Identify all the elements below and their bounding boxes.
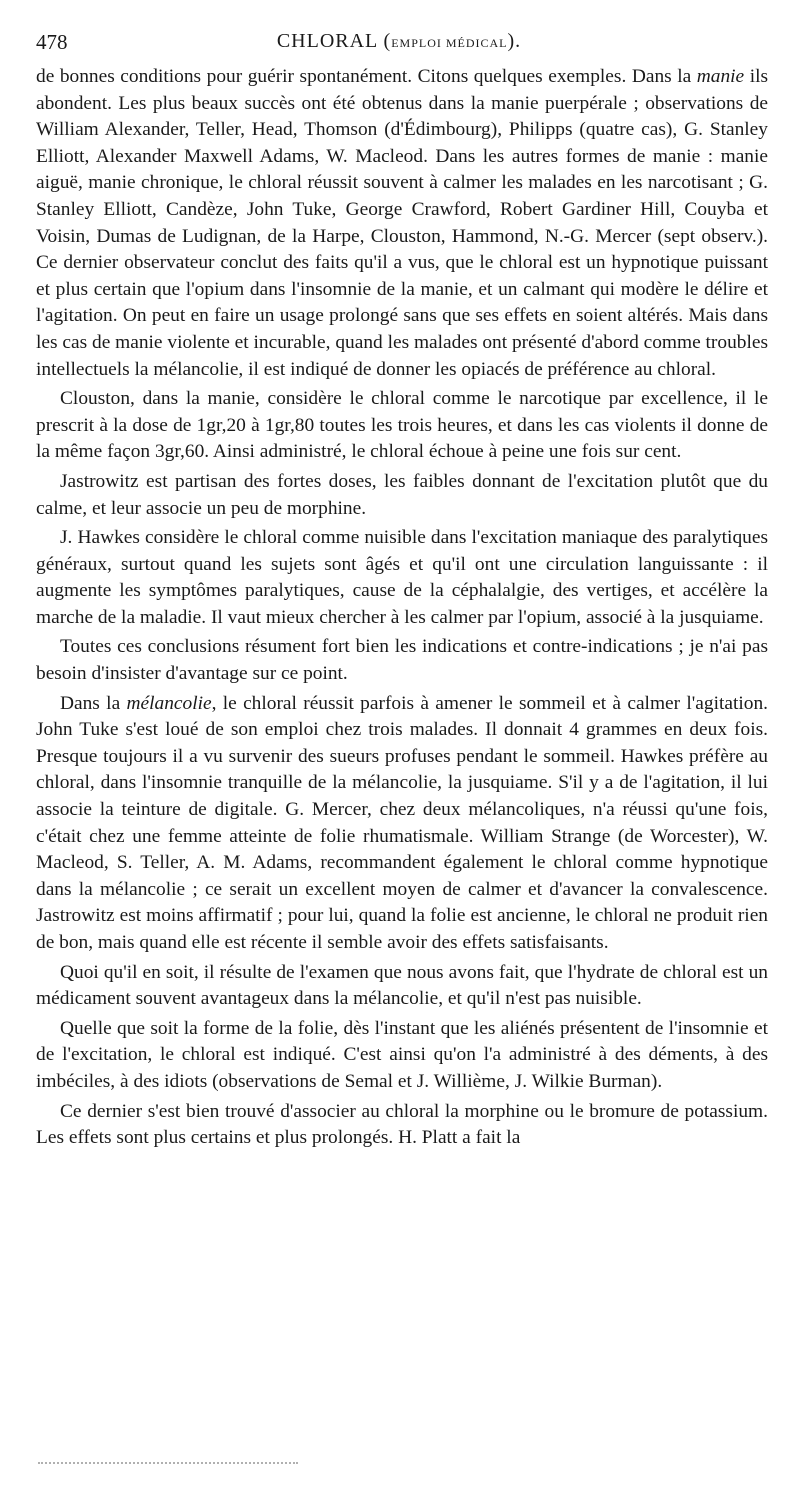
running-title-paren-close: ). [507, 30, 522, 52]
running-title-main: CHLORAL [276, 30, 378, 52]
text-run: Ce dernier s'est bien trouvé d'associer au chloral la morphine ou le bromure de potassium. Les effets sont plus certains et plus prolongés. H. Platt a fait la [36, 1100, 768, 1149]
text-run: Quoi qu'il en soit, il résulte de l'examen que nous avons fait, que l'hydrate de chloral est un médicament souvent avantageux dans la mélancolie, et qu'il n'est pas nuisible. [36, 961, 768, 1010]
text-run: Toutes ces conclusions résument fort bien les indications et contre-indications ; je n'ai pas besoin d'insister d'avantage sur ce point. [36, 636, 768, 685]
text-run: J. Hawkes considère le chloral comme nuisible dans l'excitation maniaque des paralytiques généraux, surtout quand les sujets sont âgés et qu'il ont une circulation languissante : il augmente les symptômes paralytiques, cause de la céphalalgie, des vertiges, et accélère la marche de la maladie. Il vaut mieux chercher à les calmer par l'opium, associé à la jusquiame. [36, 527, 768, 628]
paragraph [36, 960, 768, 1013]
italic-term: manie [696, 66, 745, 87]
paragraph [36, 634, 768, 687]
running-head [36, 30, 762, 60]
paragraph [36, 691, 768, 957]
paragraph [36, 64, 768, 383]
text-run: Clouston, dans la manie, considère le chloral comme le narcotique par excellence, il le prescrit à la dose de 1gr,20 à 1gr,80 toutes les trois heures, et dans les cas violents il donne de la même façon 3gr,60. Ainsi administré, le chloral échoue à peine une fois sur cent. [36, 388, 768, 463]
page-number: 478 [36, 30, 68, 54]
running-title-paren-open: ( [377, 30, 392, 52]
text-run: Dans la [60, 692, 127, 714]
paragraph [36, 469, 768, 522]
body-text [36, 64, 768, 1152]
running-title [36, 30, 762, 53]
footer-dotted-rule [38, 1462, 298, 1464]
paragraph [36, 386, 768, 466]
text-run: ils abondent. Les plus beaux succès ont été obtenus dans la manie puerpérale ; observations de William Alexander, Teller, Head, Thomson (d'Édimbourg), Philipps (quatre cas), G. Stanley Elliott, Alexander Maxwell Adams, W. Macleod. Dans les autres formes de manie : manie aiguë, manie chronique, le chloral réussit souvent à calmer les malades en les narcotisant ; G. Stanley Elliott, Candèze, John Tuke, George Crawford, Robert Gardiner Hill, Couyba et Voisin, Dumas de Ludignan, de la Harpe, Clouston, Hammond, N.-G. Mercer (sept observ.). Ce dernier observateur conclut des faits qu'il a vus, que le chloral est un hypnotique puissant et plus certain que l'opium dans l'insomnie de la manie, et un calmant qui modère le délire et l'agitation. On peut en faire un usage prolongé sans que ses effets en soient altérés. Mais dans les cas de manie violente et incurable, quand les malades ont présenté d'abord comme troubles intellectuels la mélancolie, il est indiqué de donner les opiacés de préférence au chloral. [36, 66, 769, 380]
text-run: de bonnes conditions pour guérir spontanément. Citons quelques exemples. Dans la [36, 66, 697, 87]
paragraph [36, 1016, 768, 1096]
paragraph [36, 1099, 768, 1152]
italic-term: mélancolie [126, 692, 212, 714]
paragraph [36, 525, 768, 631]
text-run: , le chloral réussit parfois à amener le sommeil et à calmer l'agitation. John Tuke s'est loué de son emploi chez trois malades. Il donnait 4 grammes en deux fois. Presque toujours il a vu survenir des sueurs profuses pendant le sommeil. Hawkes préfère au chloral, dans l'insomnie tranquille de la mélancolie, la jusquiame. S'il y a de l'agitation, il lui associe la teinture de digitale. G. Mercer, chez deux mélancoliques, n'a réussi qu'une fois, c'était chez une femme atteinte de folie rhumatismale. William Strange (de Worcester), W. Macleod, S. Teller, A. M. Adams, recommandent également le chloral comme hypnotique dans la mélancolie ; ce serait un excellent moyen de calmer et d'avancer la convalescence. Jastrowitz est moins affirmatif ; pour lui, quand la folie est ancienne, le chloral ne produit rien de bon, mais quand elle est récente il semble avoir des effets satisfaisants. [36, 692, 768, 953]
running-title-subject: EMPLOI MÉDICAL [391, 36, 508, 50]
text-run: Quelle que soit la forme de la folie, dès l'instant que les aliénés présentent de l'insomnie et de l'excitation, le chloral est indiqué. C'est ainsi qu'on l'a administré à des déments, à des imbéciles, à des idiots (observations de Semal et J. Willième, J. Wilkie Burman). [36, 1017, 768, 1092]
text-run: Jastrowitz est partisan des fortes doses, les faibles donnant de l'excitation plutôt que du calme, et leur associe un peu de morphine. [36, 470, 768, 519]
